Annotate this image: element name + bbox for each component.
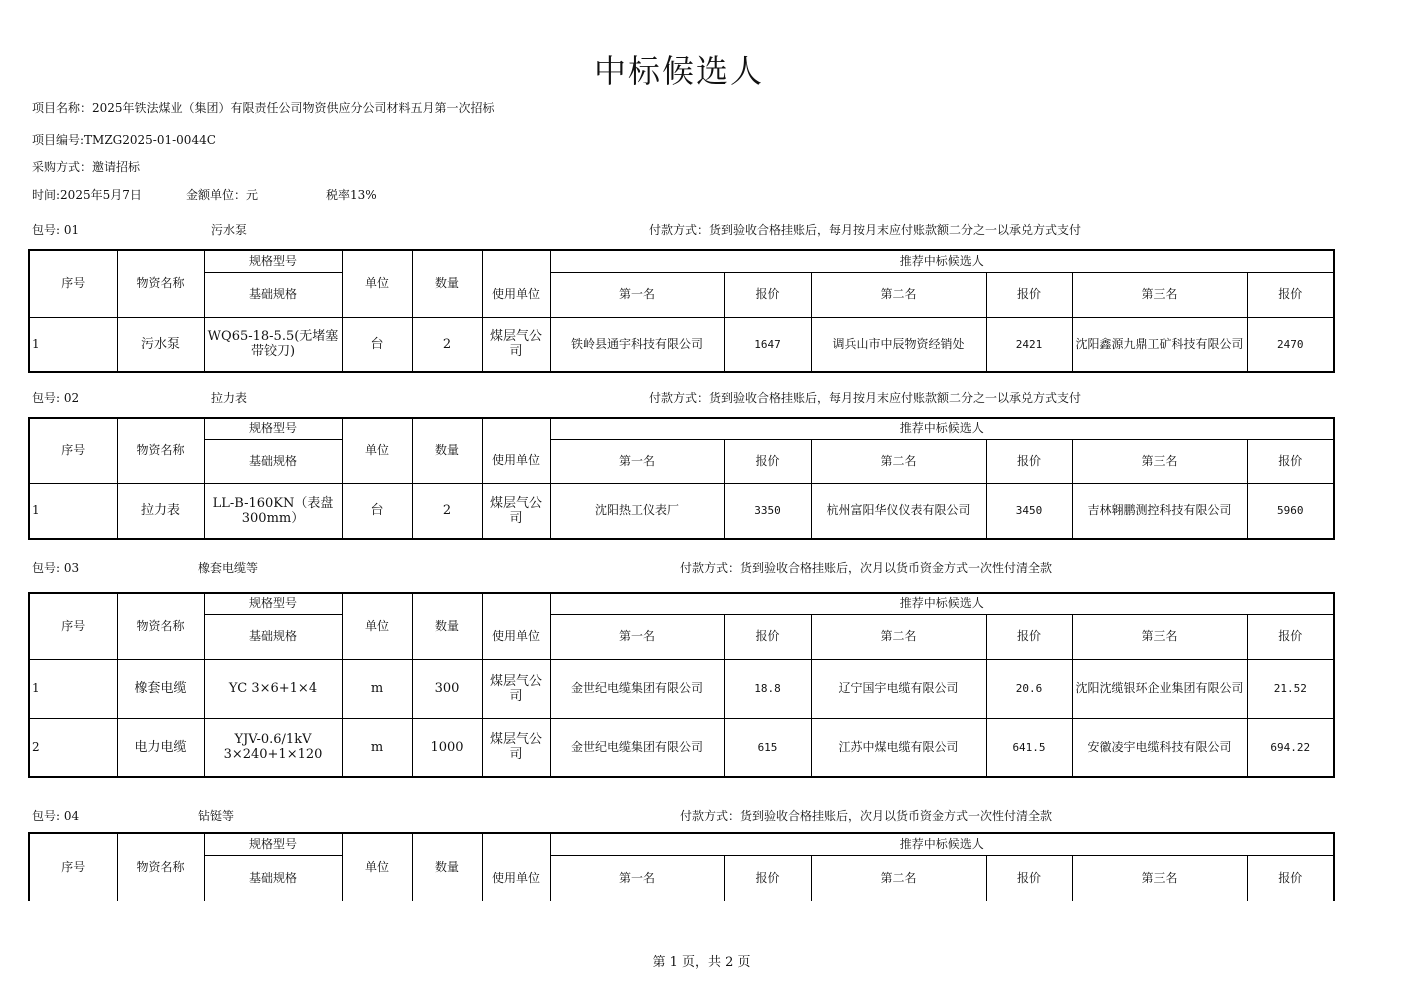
payment-terms: 付款方式：货到验收合格挂账后，每月按月末应付账款额二分之一以承兑方式支付: [649, 223, 1082, 237]
header-price: 报价: [724, 272, 811, 317]
header-price: 报价: [986, 855, 1072, 901]
package-name: 钻铤等: [198, 809, 235, 823]
package-table: [28, 832, 1335, 901]
header-spec-group: 规格型号: [204, 593, 342, 614]
header-unit: 单位: [342, 593, 412, 659]
header-second: 第二名: [811, 614, 986, 659]
cell-price-2: 20.6: [986, 659, 1072, 718]
package-label: 包号: 01: [32, 223, 80, 237]
header-recommend: 推荐中标候选人: [550, 418, 1334, 439]
cell-third: 吉林翱鹏测控科技有限公司: [1072, 483, 1247, 539]
cell-price-3: 694.22: [1247, 718, 1334, 777]
header-user-unit: 使用单位: [482, 439, 550, 483]
header-price: 报价: [724, 439, 811, 483]
cell-second: 江苏中煤电缆有限公司: [811, 718, 986, 777]
cell-third: 沈阳沈缆银环企业集团有限公司: [1072, 659, 1247, 718]
header-first: 第一名: [550, 272, 724, 317]
cell-second: 杭州富阳华仪仪表有限公司: [811, 483, 986, 539]
cell-unit: 台: [342, 317, 412, 372]
header-first: 第一名: [550, 439, 724, 483]
page-footer: 第 1 页，共 2 页: [652, 955, 751, 970]
cell-qty: 1000: [412, 718, 482, 777]
header-second: 第二名: [811, 272, 986, 317]
header-blank: [482, 250, 550, 272]
table-row: [29, 718, 1334, 777]
cell-user-unit: 煤层气公司: [482, 718, 550, 777]
header-qty: 数量: [412, 250, 482, 317]
cell-price-3: 2470: [1247, 317, 1334, 372]
header-third: 第三名: [1072, 272, 1247, 317]
header-unit: 单位: [342, 418, 412, 483]
payment-terms: 付款方式：货到验收合格挂账后，次月以货币资金方式一次性付清全款: [680, 561, 1053, 575]
package-name: 橡套电缆等: [198, 561, 259, 575]
table-row: [29, 659, 1334, 718]
header-material: 物资名称: [117, 250, 204, 317]
header-price: 报价: [1247, 614, 1334, 659]
header-seq: 序号: [29, 833, 117, 901]
header-price: 报价: [1247, 272, 1334, 317]
date: 时间:2025年5月7日: [32, 188, 142, 202]
package-table: [28, 592, 1335, 778]
header-first: 第一名: [550, 614, 724, 659]
cell-material: 电力电缆: [117, 718, 204, 777]
header-price: 报价: [1247, 855, 1334, 901]
cell-spec: YJV-0.6/1kV 3×240+1×120: [204, 718, 342, 777]
header-spec: 基础规格: [204, 855, 342, 901]
header-third: 第三名: [1072, 439, 1247, 483]
cell-qty: 2: [412, 317, 482, 372]
cell-price-1: 18.8: [724, 659, 811, 718]
header-price: 报价: [986, 272, 1072, 317]
cell-first: 沈阳热工仪表厂: [550, 483, 724, 539]
cell-second: 辽宁国宇电缆有限公司: [811, 659, 986, 718]
project-number: 项目编号:TMZG2025-01-0044C: [32, 133, 216, 147]
package-label: 包号: 03: [32, 561, 80, 575]
cell-price-1: 1647: [724, 317, 811, 372]
header-third: 第三名: [1072, 855, 1247, 901]
cell-price-2: 641.5: [986, 718, 1072, 777]
payment-terms: 付款方式：货到验收合格挂账后，次月以货币资金方式一次性付清全款: [680, 809, 1053, 823]
header-spec-group: 规格型号: [204, 418, 342, 439]
amount-unit: 金额单位：元: [186, 188, 259, 202]
header-spec: 基础规格: [204, 439, 342, 483]
cell-price-1: 3350: [724, 483, 811, 539]
cell-third: 沈阳鑫源九鼎工矿科技有限公司: [1072, 317, 1247, 372]
cell-spec: YC 3×6+1×4: [204, 659, 342, 718]
cell-seq: 1: [29, 317, 117, 372]
header-spec: 基础规格: [204, 614, 342, 659]
cell-material: 污水泵: [117, 317, 204, 372]
header-material: 物资名称: [117, 593, 204, 659]
cell-price-3: 21.52: [1247, 659, 1334, 718]
package-name: 污水泵: [211, 223, 248, 237]
cell-first: 金世纪电缆集团有限公司: [550, 718, 724, 777]
header-user-unit: 使用单位: [482, 614, 550, 659]
cell-spec: WQ65-18-5.5(无堵塞带铰刀): [204, 317, 342, 372]
cell-seq: 2: [29, 718, 117, 777]
header-blank: [482, 593, 550, 614]
cell-user-unit: 煤层气公司: [482, 317, 550, 372]
tax-rate: 税率13%: [326, 188, 377, 202]
cell-price-1: 615: [724, 718, 811, 777]
header-recommend: 推荐中标候选人: [550, 250, 1334, 272]
table-row: [29, 317, 1334, 372]
header-qty: 数量: [412, 593, 482, 659]
package-label: 包号: 04: [32, 809, 80, 823]
header-seq: 序号: [29, 250, 117, 317]
package-table: [28, 249, 1335, 373]
header-spec-group: 规格型号: [204, 250, 342, 272]
header-second: 第二名: [811, 439, 986, 483]
cell-unit: m: [342, 659, 412, 718]
cell-material: 橡套电缆: [117, 659, 204, 718]
header-unit: 单位: [342, 250, 412, 317]
package-name: 拉力表: [211, 391, 248, 405]
cell-price-2: 3450: [986, 483, 1072, 539]
header-price: 报价: [986, 439, 1072, 483]
header-spec-group: 规格型号: [204, 833, 342, 855]
header-seq: 序号: [29, 418, 117, 483]
cell-seq: 1: [29, 659, 117, 718]
cell-first: 金世纪电缆集团有限公司: [550, 659, 724, 718]
header-qty: 数量: [412, 833, 482, 901]
payment-terms: 付款方式：货到验收合格挂账后，每月按月末应付账款额二分之一以承兑方式支付: [649, 391, 1082, 405]
header-blank: [482, 833, 550, 855]
header-second: 第二名: [811, 855, 986, 901]
table-row: [29, 483, 1334, 539]
cell-user-unit: 煤层气公司: [482, 483, 550, 539]
page-title: 中标候选人: [593, 52, 764, 90]
header-user-unit: 使用单位: [482, 272, 550, 317]
cell-qty: 2: [412, 483, 482, 539]
header-price: 报价: [724, 614, 811, 659]
package-label: 包号: 02: [32, 391, 80, 405]
cell-qty: 300: [412, 659, 482, 718]
cell-second: 调兵山市中辰物资经销处: [811, 317, 986, 372]
header-recommend: 推荐中标候选人: [550, 833, 1334, 855]
cell-price-3: 5960: [1247, 483, 1334, 539]
header-price: 报价: [986, 614, 1072, 659]
header-blank: [482, 418, 550, 439]
cell-spec: LL-B-160KN（表盘300mm）: [204, 483, 342, 539]
header-spec: 基础规格: [204, 272, 342, 317]
header-seq: 序号: [29, 593, 117, 659]
header-recommend: 推荐中标候选人: [550, 593, 1334, 614]
cell-price-2: 2421: [986, 317, 1072, 372]
purchase-method: 采购方式：邀请招标: [32, 160, 141, 174]
header-qty: 数量: [412, 418, 482, 483]
cell-material: 拉力表: [117, 483, 204, 539]
package-table: [28, 417, 1335, 540]
cell-unit: m: [342, 718, 412, 777]
header-first: 第一名: [550, 855, 724, 901]
cell-third: 安徽凌宇电缆科技有限公司: [1072, 718, 1247, 777]
cell-unit: 台: [342, 483, 412, 539]
header-material: 物资名称: [117, 418, 204, 483]
header-price: 报价: [724, 855, 811, 901]
cell-first: 铁岭县通宇科技有限公司: [550, 317, 724, 372]
cell-user-unit: 煤层气公司: [482, 659, 550, 718]
cell-seq: 1: [29, 483, 117, 539]
header-unit: 单位: [342, 833, 412, 901]
header-third: 第三名: [1072, 614, 1247, 659]
header-price: 报价: [1247, 439, 1334, 483]
header-material: 物资名称: [117, 833, 204, 901]
header-user-unit: 使用单位: [482, 855, 550, 901]
project-name: 项目名称：2025年铁法煤业（集团）有限责任公司物资供应分公司材料五月第一次招标: [32, 101, 495, 115]
